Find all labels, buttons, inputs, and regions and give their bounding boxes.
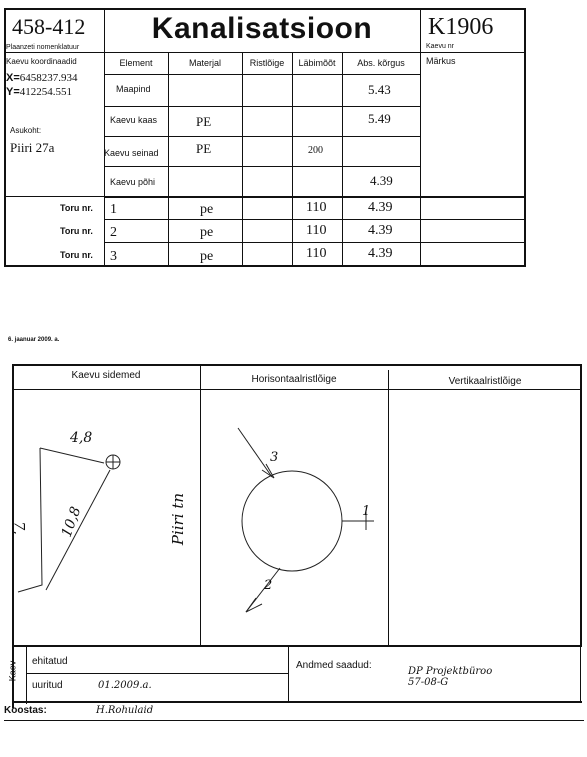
well-id: K1906 bbox=[428, 14, 494, 40]
hand-2: 2 bbox=[264, 578, 273, 593]
pipe-label-1: Toru nr. bbox=[60, 203, 93, 213]
source-label: Andmed saadud: bbox=[296, 660, 372, 671]
row-height-1: 5.43 bbox=[368, 82, 391, 97]
hand-3: 3 bbox=[270, 450, 279, 465]
pipe-material-1: pe bbox=[200, 202, 214, 217]
sketch-col-horizontal: Horisontaalristlõige bbox=[251, 374, 337, 385]
col-diameter: Läbimõõt bbox=[298, 58, 336, 68]
source-value-2: 57-08-G bbox=[408, 677, 449, 688]
row-material-3: PE bbox=[196, 141, 212, 156]
sketch-col-vertical: Vertikaalristlõige bbox=[448, 376, 522, 387]
hand-street: Piiri tn bbox=[169, 492, 188, 546]
hand-7: 7, bbox=[10, 521, 27, 535]
sketch-col-links: Kaevu sidemed bbox=[71, 370, 141, 381]
surveyed-label: uuritud bbox=[32, 680, 63, 691]
row-element-1: Maapind bbox=[116, 84, 151, 94]
row-material-2: PE bbox=[196, 114, 212, 129]
row-height-4: 4.39 bbox=[370, 173, 393, 188]
source-value-1: DP Projektbüroo bbox=[408, 666, 493, 677]
author-label: Koostas: bbox=[4, 705, 47, 716]
coords-label: Kaevu koordinaadid bbox=[6, 57, 77, 66]
col-material: Materjal bbox=[188, 58, 221, 68]
pipe-label-3: Toru nr. bbox=[60, 250, 93, 260]
map-code: 458-412 bbox=[12, 14, 86, 39]
hand-1: 1 bbox=[362, 504, 371, 519]
y-coord-label: Y= bbox=[6, 86, 20, 98]
pipe-nr-2: 2 bbox=[110, 225, 117, 240]
date-line: 6. jaanuar 2009. a. bbox=[8, 337, 60, 343]
col-remarks: Märkus bbox=[426, 56, 456, 66]
col-element: Element bbox=[119, 58, 153, 68]
pipe-height-1: 4.39 bbox=[368, 200, 393, 215]
pipe-material-3: pe bbox=[200, 249, 214, 264]
pipe-nr-3: 3 bbox=[110, 249, 117, 264]
footer-side-label: Kaev bbox=[7, 660, 18, 682]
page-title: Kanalisatsioon bbox=[151, 12, 373, 45]
row-element-2: Kaevu kaas bbox=[110, 115, 158, 125]
location-value: Piiri 27a bbox=[10, 140, 55, 155]
pipe-label-2: Toru nr. bbox=[60, 226, 93, 236]
x-coord-label: X= bbox=[6, 72, 20, 84]
row-element-4: Kaevu põhi bbox=[110, 177, 156, 187]
x-coord-value: 6458237.934 bbox=[19, 72, 78, 84]
pipe-height-3: 4.39 bbox=[368, 246, 393, 261]
pipe-height-2: 4.39 bbox=[368, 223, 393, 238]
pipe-diameter-1: 110 bbox=[306, 200, 327, 215]
hand-48: 4,8 bbox=[70, 430, 93, 446]
col-height: Abs. kõrgus bbox=[357, 58, 405, 68]
surveyed-value: 01.2009.a. bbox=[98, 680, 152, 691]
row-element-3: Kaevu seinad bbox=[104, 148, 159, 158]
hand-10: 10,8 bbox=[58, 504, 85, 540]
pipe-diameter-3: 110 bbox=[306, 246, 327, 261]
map-code-label: Plaanzeti nomenklatuur bbox=[6, 44, 80, 51]
well-id-label: Kaevu nr bbox=[426, 43, 455, 50]
row-diameter-3: 200 bbox=[308, 145, 323, 156]
y-coord-value: 412254.551 bbox=[19, 86, 73, 98]
pipe-diameter-2: 110 bbox=[306, 223, 327, 238]
location-label: Asukoht: bbox=[10, 126, 42, 135]
col-section: Ristlõige bbox=[249, 58, 285, 68]
row-height-2: 5.49 bbox=[368, 111, 391, 126]
pipe-material-2: pe bbox=[200, 225, 214, 240]
pipe-nr-1: 1 bbox=[110, 202, 117, 217]
author-value: H.Rohulaid bbox=[96, 705, 154, 716]
built-label: ehitatud bbox=[32, 656, 68, 667]
